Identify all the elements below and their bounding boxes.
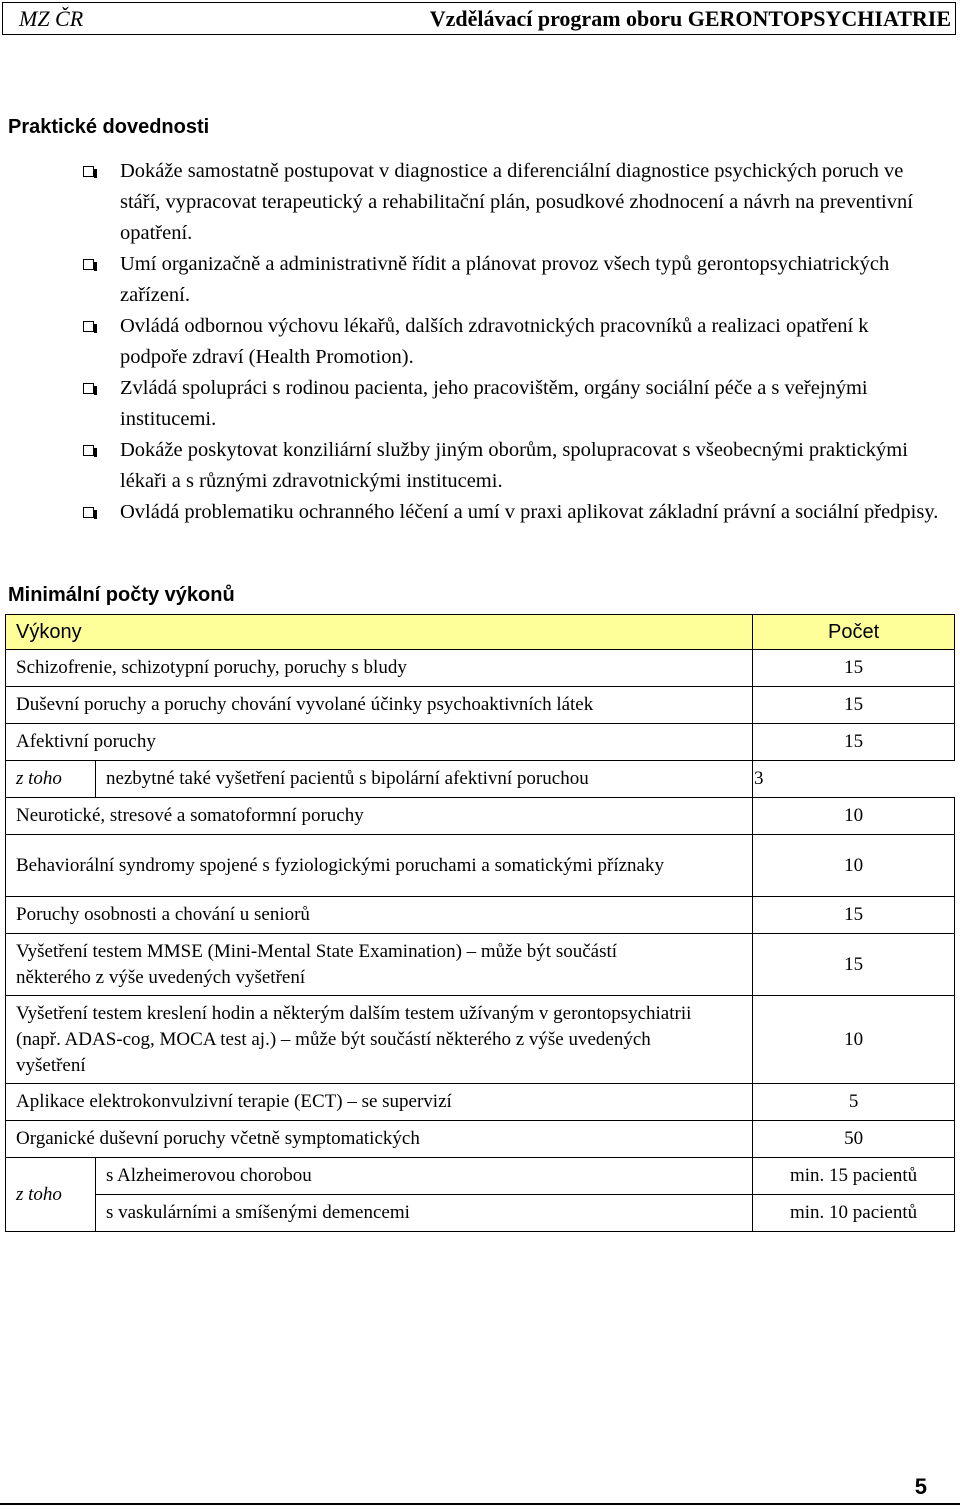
row-label: Afektivní poruchy — [6, 724, 753, 761]
col-header-procedures: Výkony — [6, 615, 753, 650]
table-row — [6, 1121, 955, 1158]
subrow-count: min. 15 pacientů — [753, 1158, 955, 1195]
checkbox-bullet-icon — [83, 507, 94, 518]
subrow-count: min. 10 pacientů — [753, 1195, 955, 1232]
skill-item: Dokáže poskytovat konziliární služby jiným oborům, spolupracovat s všeobecnými praktickými lékaři a s různými zdravotnickými institucemi. — [0, 435, 960, 497]
page-number: 5 — [914, 1474, 927, 1499]
row-label: Duševní poruchy a poruchy chování vyvolané účinky psychoaktivních látek — [6, 687, 753, 724]
table-header-row — [6, 615, 955, 650]
skill-item: Ovládá problematiku ochranného léčení a umí v praxi aplikovat základní právní a sociální předpisy. — [0, 497, 960, 528]
row-label: Aplikace elektrokonvulzivní terapie (ECT) – se supervizí — [6, 1084, 753, 1121]
subrow-label: s vaskulárními a smíšenými demencemi — [95, 1195, 752, 1232]
row-count: 15 — [753, 687, 955, 724]
row-label: Vyšetření testem MMSE (Mini-Mental State Examination) – může být součástí některého z výše uvedených vyšetření — [6, 934, 753, 996]
table-row — [6, 1084, 955, 1121]
table-row — [6, 724, 955, 761]
checkbox-bullet-icon — [83, 166, 94, 177]
skills-list — [0, 156, 960, 528]
procedures-table — [5, 614, 955, 1232]
footer-divider — [0, 1503, 960, 1505]
row-label: Neurotické, stresové a somatoformní poruchy — [6, 798, 753, 835]
table-row — [6, 934, 955, 996]
row-count: 10 — [753, 798, 955, 835]
table-subrow — [6, 1158, 955, 1195]
skill-item: Dokáže samostatně postupovat v diagnostice a diferenciální diagnostice psychických poruch ve stáří, vypracovat terapeutický a rehabilitační plán, posudkové zhodnocení a návrh na preventivní opatření. — [0, 156, 960, 249]
col-header-count: Počet — [753, 615, 955, 650]
row-label: Organické duševní poruchy včetně symptomatických — [6, 1121, 753, 1158]
row-count: 10 — [753, 996, 955, 1084]
subrow-label: s Alzheimerovou chorobou — [95, 1158, 752, 1195]
checkbox-bullet-icon — [83, 445, 94, 456]
row-label: Poruchy osobnosti a chování u seniorů — [6, 897, 753, 934]
skills-heading: Praktické dovednosti — [8, 116, 210, 138]
checkbox-bullet-icon — [83, 383, 94, 394]
row-count: 15 — [753, 934, 955, 996]
table-row — [6, 897, 955, 934]
row-count: 10 — [753, 835, 955, 897]
table-row — [6, 835, 955, 897]
table-subrow — [6, 761, 955, 798]
row-count: 15 — [753, 650, 955, 687]
skill-item: Zvládá spolupráci s rodinou pacienta, jeho pracovištěm, orgány sociální péče a s veřejnými institucemi. — [0, 373, 960, 435]
table-subrow — [6, 1195, 955, 1232]
row-label: Schizofrenie, schizotypní poruchy, poruchy s bludy — [6, 650, 753, 687]
skill-item: Umí organizačně a administrativně řídit a plánovat provoz všech typů gerontopsychiatrických zařízení. — [0, 249, 960, 311]
subrow-prefix: z toho — [6, 1158, 96, 1232]
table-row — [6, 650, 955, 687]
subrow-label: nezbytné také vyšetření pacientů s bipolární afektivní poruchou 3 — [95, 761, 752, 798]
subrow-count: 3 — [753, 768, 764, 789]
empty-cell — [753, 761, 955, 798]
row-count: 15 — [753, 897, 955, 934]
header-ministry: MZ ČR — [19, 5, 84, 31]
row-count: 5 — [753, 1084, 955, 1121]
table-row — [6, 996, 955, 1084]
checkbox-bullet-icon — [83, 321, 94, 332]
header-program-title: Vzdělávací program oboru GERONTOPSYCHIATRIE — [429, 5, 951, 31]
page-header — [2, 2, 956, 35]
row-label: Behaviorální syndromy spojené s fyziologickými poruchami a somatickými příznaky — [6, 835, 753, 897]
row-count: 15 — [753, 724, 955, 761]
skill-item: Ovládá odbornou výchovu lékařů, dalších zdravotnických pracovníků a realizaci opatření k podpoře zdraví (Health Promotion). — [0, 311, 960, 373]
checkbox-bullet-icon — [83, 259, 94, 270]
row-label: Vyšetření testem kreslení hodin a některým dalším testem užívaným v gerontopsychiatrii (např. ADAS-cog, MOCA test aj.) – může být součástí některého z výše uvedených vyšetření — [6, 996, 753, 1084]
subrow-prefix: z toho — [6, 761, 96, 798]
minimum-heading: Minimální počty výkonů — [8, 584, 235, 606]
table-row — [6, 798, 955, 835]
row-count: 50 — [753, 1121, 955, 1158]
table-row — [6, 687, 955, 724]
